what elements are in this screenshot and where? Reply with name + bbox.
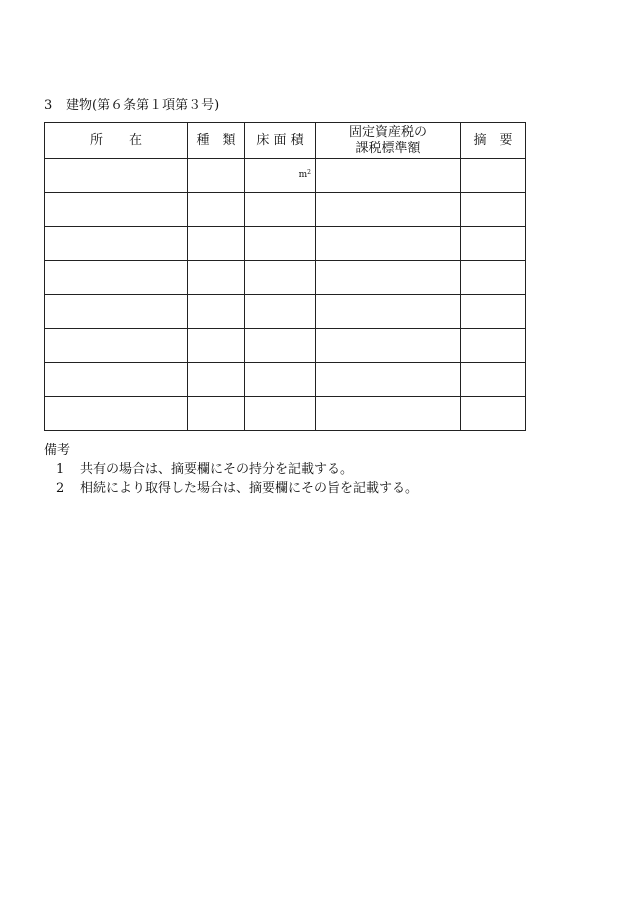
note-text: 共有の場合は、摘要欄にその持分を記載する。 (80, 462, 354, 477)
square-meter-unit: $m^2$ (298, 169, 311, 180)
tax-base-cell (316, 159, 461, 193)
note-item (44, 460, 418, 479)
location-cell (45, 261, 188, 295)
tax-base-cell (316, 295, 461, 329)
header-floor-area: 床 面 積 (245, 123, 316, 159)
floor-area-cell (245, 227, 316, 261)
floor-area-cell (245, 397, 316, 431)
table-row (45, 159, 526, 193)
floor-area-cell (245, 193, 316, 227)
table-row (45, 193, 526, 227)
table-row (45, 227, 526, 261)
type-cell (188, 227, 245, 261)
tax-base-cell (316, 193, 461, 227)
header-tax-base-text: 固定資産税の 課税標準額 (348, 124, 427, 156)
section-heading (44, 97, 219, 115)
type-cell (188, 295, 245, 329)
header-location: 所 在 (45, 123, 188, 159)
type-cell (188, 261, 245, 295)
remarks-cell (461, 295, 526, 329)
note-number: 2 (56, 481, 65, 496)
table-row (45, 329, 526, 363)
floor-area-cell (245, 295, 316, 329)
remarks-cell (461, 363, 526, 397)
tax-base-cell (316, 329, 461, 363)
header-tax-base (316, 123, 461, 159)
remarks-cell (461, 159, 526, 193)
table-row (45, 295, 526, 329)
type-cell (188, 193, 245, 227)
note-number: 1 (56, 462, 65, 477)
location-cell (45, 363, 188, 397)
notes-section (44, 441, 418, 498)
location-cell (45, 159, 188, 193)
header-type: 種 類 (188, 123, 245, 159)
location-cell (45, 295, 188, 329)
table-header-row (45, 123, 526, 159)
location-cell (45, 227, 188, 261)
table-row (45, 363, 526, 397)
type-cell (188, 363, 245, 397)
tax-base-cell (316, 227, 461, 261)
table-row (45, 397, 526, 431)
remarks-cell (461, 193, 526, 227)
tax-base-cell (316, 261, 461, 295)
floor-area-cell (245, 363, 316, 397)
note-text: 相続により取得した場合は、摘要欄にその旨を記載する。 (80, 481, 419, 496)
location-cell (45, 193, 188, 227)
notes-title: 備考 (44, 443, 71, 458)
section-title: 建物(第６条第１項第３号) (66, 98, 220, 113)
floor-area-cell (245, 159, 316, 193)
floor-area-cell (245, 329, 316, 363)
remarks-cell (461, 329, 526, 363)
location-cell (45, 397, 188, 431)
location-cell (45, 329, 188, 363)
type-cell (188, 397, 245, 431)
header-remarks: 摘 要 (461, 123, 526, 159)
tax-base-cell (316, 363, 461, 397)
buildings-table (44, 122, 526, 431)
table-row (45, 261, 526, 295)
tax-base-cell (316, 397, 461, 431)
floor-area-cell (245, 261, 316, 295)
remarks-cell (461, 261, 526, 295)
type-cell (188, 329, 245, 363)
remarks-cell (461, 227, 526, 261)
type-cell (188, 159, 245, 193)
note-item (44, 479, 418, 498)
section-number: 3 (44, 98, 53, 113)
remarks-cell (461, 397, 526, 431)
